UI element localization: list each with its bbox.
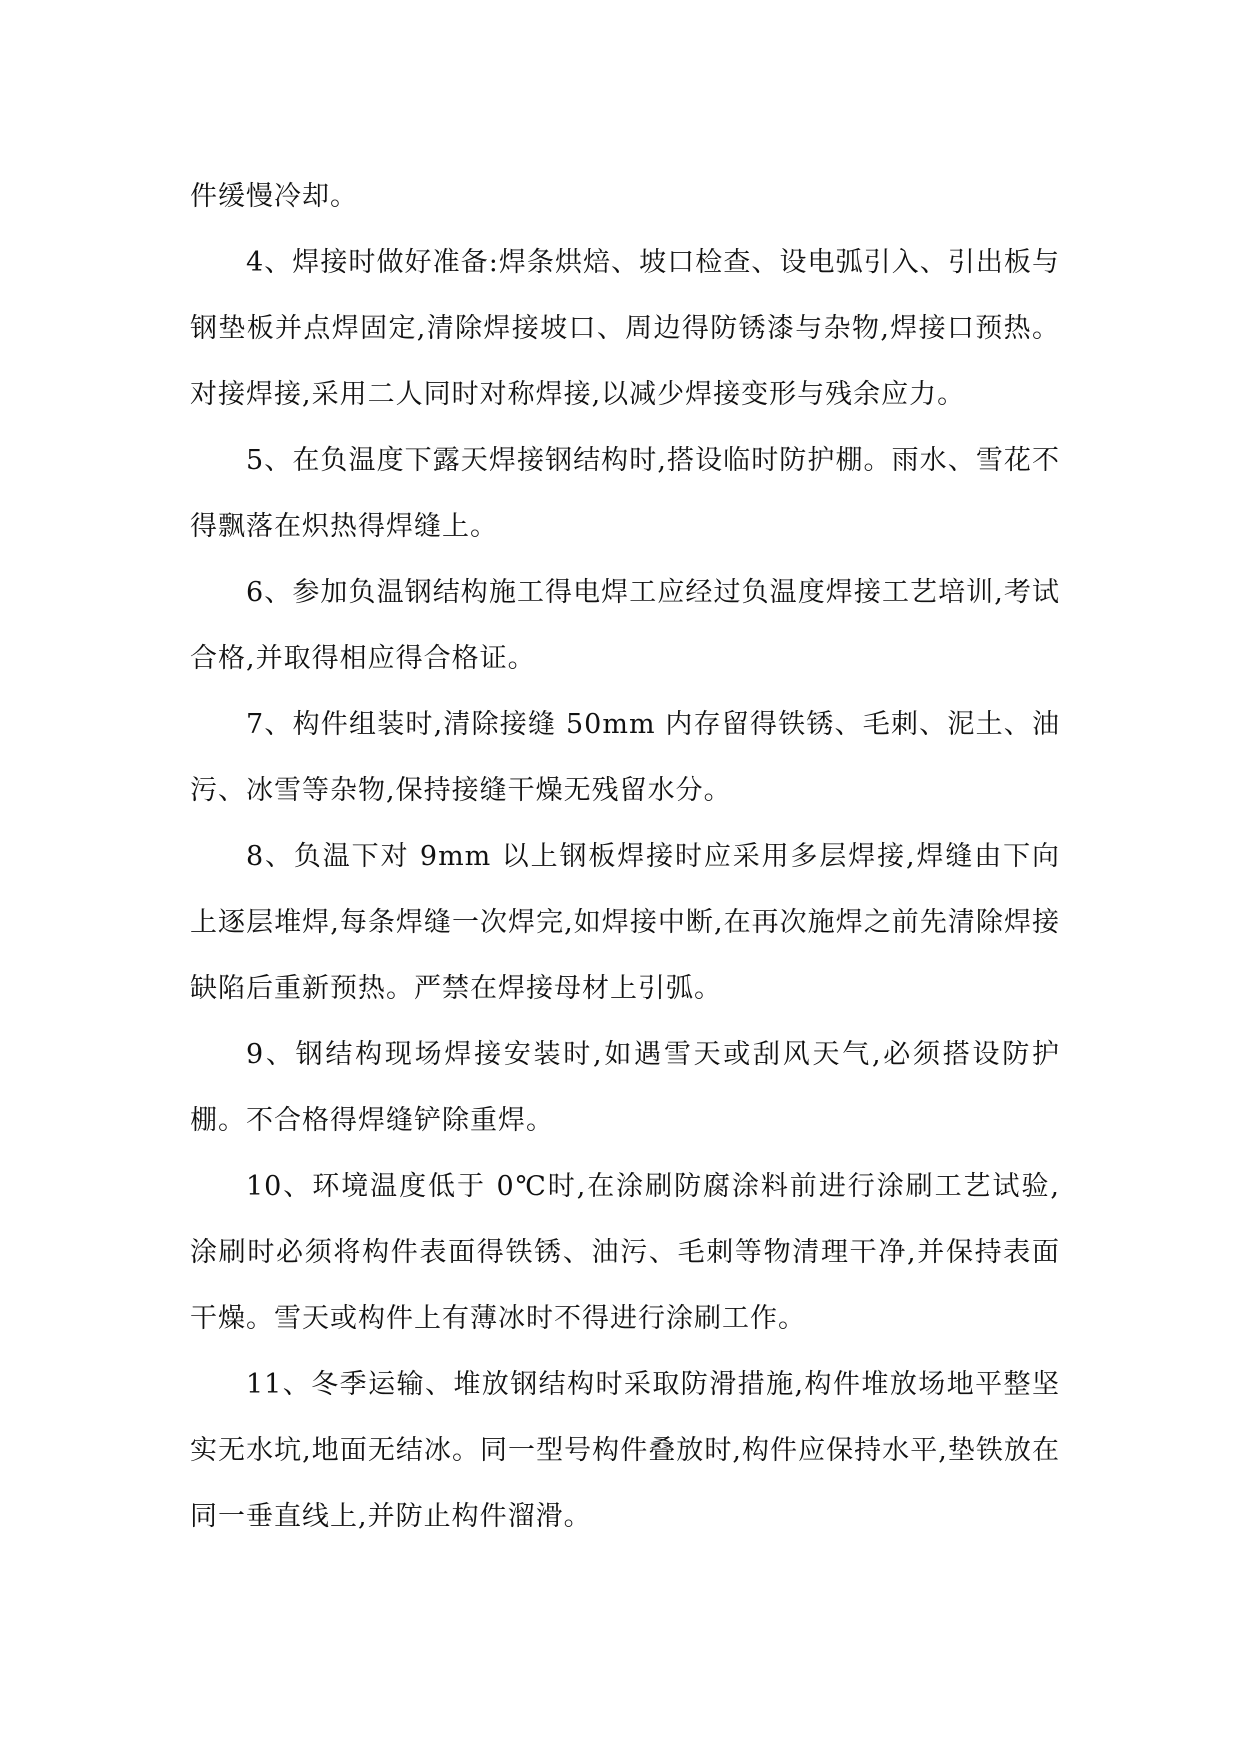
paragraph-item-9: 9、钢结构现场焊接安装时,如遇雪天或刮风天气,必须搭设防护棚。不合格得焊缝铲除重焊。 [190,1039,1060,1136]
paragraph-item-5: 5、在负温度下露天焊接钢结构时,搭设临时防护棚。雨水、雪花不得飘落在炽热得焊缝上。 [190,445,1060,542]
paragraph-item-8: 8、负温下对 9mm 以上钢板焊接时应采用多层焊接,焊缝由下向上逐层堆焊,每条焊缝一次焊完,如焊接中断,在再次施焊之前先清除焊接缺陷后重新预热。严禁在焊接母材上引弧。 [190,841,1060,1004]
paragraph-item-11: 11、冬季运输、堆放钢结构时采取防滑措施,构件堆放场地平整坚实无水坑,地面无结冰。同一型号构件叠放时,构件应保持水平,垫铁放在同一垂直线上,并防止构件溜滑。 [190,1369,1060,1532]
paragraph-item-6: 6、参加负温钢结构施工得电焊工应经过负温度焊接工艺培训,考试合格,并取得相应得合格证。 [190,577,1060,674]
paragraph-continuation: 件缓慢冷却。 [190,181,358,212]
paragraph-item-4: 4、焊接时做好准备:焊条烘焙、坡口检查、设电弧引入、引出板与钢垫板并点焊固定,清除焊接坡口、周边得防锈漆与杂物,焊接口预热。对接焊接,采用二人同时对称焊接,以减少焊接变形与残余应力。 [190,247,1060,410]
document-body [190,164,1060,1550]
paragraph-item-10: 10、环境温度低于 0℃时,在涂刷防腐涂料前进行涂刷工艺试验,涂刷时必须将构件表面得铁锈、油污、毛刺等物清理干净,并保持表面干燥。雪天或构件上有薄冰时不得进行涂刷工作。 [190,1171,1060,1334]
paragraph-item-7: 7、构件组装时,清除接缝 50mm 内存留得铁锈、毛刺、泥土、油污、冰雪等杂物,保持接缝干燥无残留水分。 [190,709,1060,806]
